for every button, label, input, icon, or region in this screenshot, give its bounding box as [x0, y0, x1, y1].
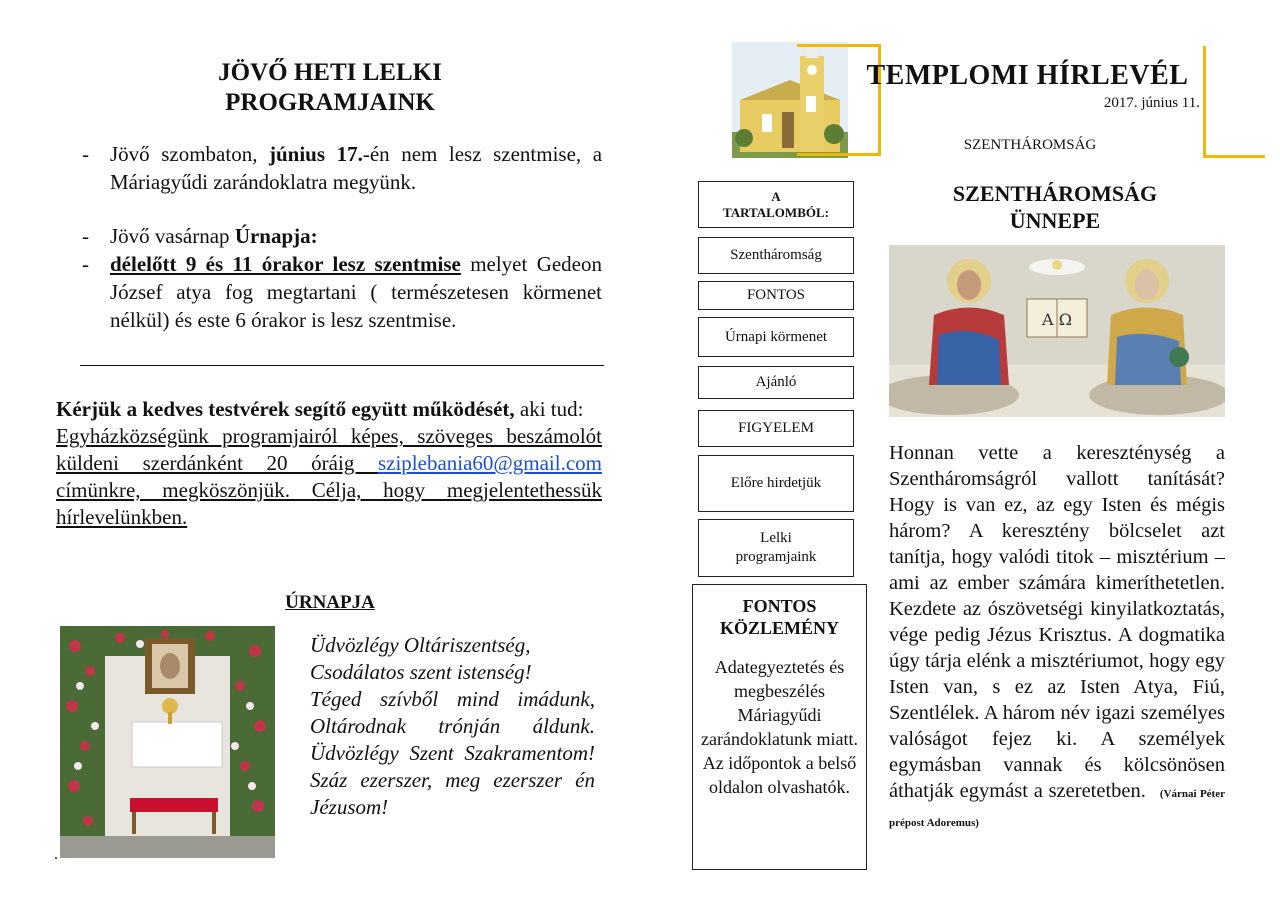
toc-item[interactable]: FONTOS — [698, 281, 854, 310]
program-item: - Jövő szombaton, június 17.-én nem lesz szentmise, a Máriagyűdi zarándoklatra megyünk. — [82, 142, 603, 194]
altar-photo — [60, 626, 275, 858]
toc-item[interactable]: FIGYELEM — [698, 410, 854, 447]
program-item: - Jövő vasárnap Úrnapja: — [82, 224, 318, 248]
email-link[interactable]: sziplebania60@gmail.com — [377, 451, 602, 475]
left-title-line1: JÖVŐ HETI LELKI — [218, 59, 442, 86]
request-details: Egyházközségünk programjairól képes, szöveges beszámolót küldeni szerdánként 20 óráig sziplebania60@gmail.com címünkre, megköszönjük. Célja, hogy megjelentethessük hírlevelünkben. — [56, 424, 602, 529]
notice-body: Adategyeztetés és megbeszélés Máriagyűdi zarándoklatunk miatt. Az időpontok a belső oldalon olvashatók. — [701, 657, 858, 797]
urnapja-heading: ÚRNAPJA — [285, 592, 375, 613]
toc-item[interactable]: Szentháromság — [698, 237, 854, 274]
program-item: - délelőtt 9 és 11 órakor lesz szentmise melyet Gedeon József atya fog megtartani ( természetesen körmenet nélkül) és este 6 órakor is lesz szentmise. — [82, 252, 603, 332]
article-source: (Várnai Péter prépost Adoremus) — [889, 788, 1225, 829]
left-title-line2: PROGRAMJAINK — [225, 89, 435, 116]
urnapja-poem: Üdvözlégy Oltáriszentség, Csodálatos szent istenség! Téged szívből mind imádunk, Oltárodnak trónján áldunk. Üdvözlégy Szent Szakramentom! Száz ezerszer, meg ezerszer én Jézusom! — [310, 633, 595, 819]
notice-title: FONTOS KÖZLEMÉNY — [719, 596, 839, 638]
toc-item[interactable]: Ajánló — [698, 366, 854, 399]
divider — [80, 365, 604, 366]
stray-dot: . — [54, 846, 58, 863]
toc-item[interactable]: Előre hirdetjük — [698, 455, 854, 512]
toc-heading: A TARTALOMBÓL: — [698, 181, 854, 228]
newsletter-title: TEMPLOMI HÍRLEVÉL — [866, 60, 1189, 91]
article-title: SZENTHÁROMSÁG ÜNNEPE — [952, 181, 1158, 233]
article-body: Honnan vette a kereszténység a Szentháromságról vallott tanítását? Hogy is van ez, az egy Isten és mégis három? A keresztény bölcselet azt tanítja, hogy valódi titok – misztérium – ami az ember számára kimeríthetetlen. Kezdete az ószövetségi kinyilatkoztatás, vége pedig Jézus Krisztus. A dogmatika úgy tárja elénk a misztériumot, hogy egy Isten van, s ez az Isten Atya, Fiú, Szentlélek. A három név igazi személyes valóságot fejez ki. A személyek egymásban vannak és kölcsönösen áthatják egymást a szeretetben. (Várnai Péter prépost Adoremus) — [889, 442, 1225, 829]
important-notice — [692, 584, 867, 870]
trinity-painting — [889, 245, 1225, 417]
alpha-omega-label: Α Ω — [1042, 310, 1072, 329]
left-page-title — [120, 58, 540, 118]
request-paragraph: Kérjük a kedves testvérek segítő együtt működését, aki tud: Egyházközségünk programjairól képes, szöveges beszámolót küldeni szerdánként 20 óráig sziplebania60@gmail.com címünkre, megköszönjük. Célja, hogy megjelentethessük hírlevelünkben. — [56, 397, 602, 529]
request-bold: Kérjük a kedves testvérek segítő együtt működését, — [56, 397, 515, 421]
program-list — [82, 140, 602, 334]
toc-item[interactable]: Lelki programjaink — [698, 519, 854, 577]
toc-item[interactable]: Úrnapi körmenet — [698, 317, 854, 357]
issue-subject: SZENTHÁROMSÁG — [963, 137, 1097, 153]
issue-date: 2017. június 11. — [1103, 95, 1200, 111]
header-frame-right — [1203, 46, 1265, 158]
